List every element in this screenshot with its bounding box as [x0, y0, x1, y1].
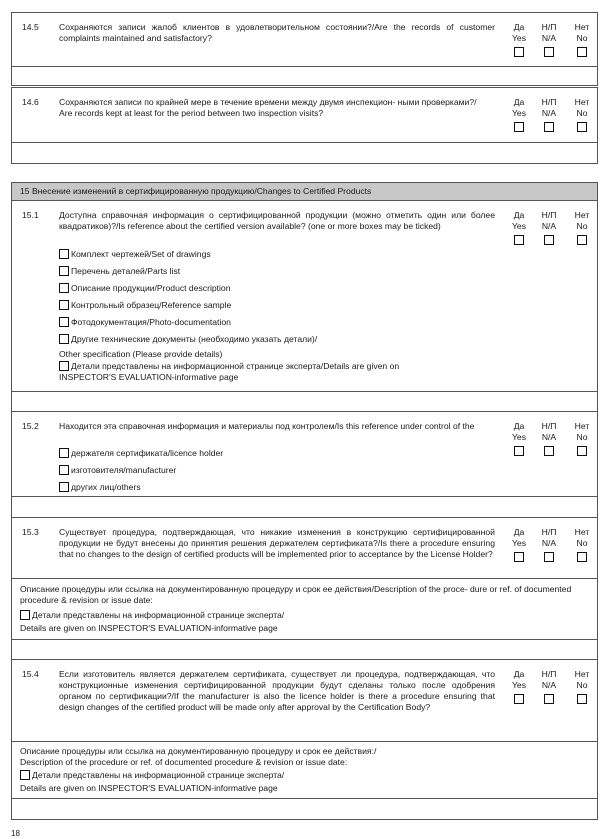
- option-checkbox[interactable]: [59, 465, 69, 475]
- option-licence-holder: [59, 448, 223, 459]
- option-checkbox[interactable]: [59, 283, 69, 293]
- details-label: Детали представлены на информационной странице эксперта/: [32, 770, 285, 780]
- answer-na: [534, 669, 564, 704]
- procedure-description-text: Описание процедуры или ссылка на документированную процедуру и срок ее действия/Description of the proce- dure or ref. of documented procedure & revision or issue date:: [20, 584, 572, 605]
- question-text: Существует процедура, подтверждающая, что никакие изменения в конструкцию сертифицированной продукции не будут внесены до принятия решения держателем сертификата?/Is there a procedure ensuring that no changes to the design of certified products will be implemented prior to acceptance by the License Holder?: [59, 527, 495, 559]
- answer-yes: [504, 210, 534, 245]
- answer-yes: [504, 22, 534, 57]
- option-parts-list: [59, 266, 180, 277]
- details-option: [20, 770, 590, 781]
- option-label: изготовителя/manufacturer: [71, 465, 177, 475]
- answer-na-label: Н/П N/A: [541, 527, 557, 548]
- option-checkbox[interactable]: [59, 361, 69, 371]
- answer-no: [567, 22, 597, 57]
- option-checkbox[interactable]: [59, 448, 69, 458]
- no-checkbox[interactable]: [577, 235, 587, 245]
- notes-row-14-6[interactable]: [11, 142, 598, 164]
- option-checkbox[interactable]: [20, 770, 30, 780]
- answer-na-label: Н/П N/A: [541, 97, 557, 118]
- yes-checkbox[interactable]: [514, 446, 524, 456]
- no-checkbox[interactable]: [577, 122, 587, 132]
- option-checkbox[interactable]: [59, 334, 69, 344]
- question-15-4: [11, 659, 598, 742]
- option-checkbox[interactable]: [59, 482, 69, 492]
- procedure-description-15-3: [11, 578, 598, 640]
- answer-yes-label: Да Yes: [511, 22, 527, 43]
- details-option: [59, 361, 499, 383]
- na-checkbox[interactable]: [544, 694, 554, 704]
- question-number: 15.2: [22, 421, 39, 431]
- answer-na-label: Н/П N/A: [541, 22, 557, 43]
- details-option: [20, 610, 590, 621]
- option-label: Контрольный образец/Reference sample: [71, 300, 232, 310]
- option-label: Описание продукции/Product description: [71, 283, 231, 293]
- na-checkbox[interactable]: [544, 122, 554, 132]
- question-number: 15.3: [22, 527, 39, 537]
- yes-checkbox[interactable]: [514, 694, 524, 704]
- option-checkbox[interactable]: [59, 249, 69, 259]
- option-label: Фотодокументация/Photo-documentation: [71, 317, 231, 327]
- na-checkbox[interactable]: [544, 552, 554, 562]
- question-14-6: [11, 87, 598, 143]
- question-number: 15.1: [22, 210, 39, 220]
- no-checkbox[interactable]: [577, 552, 587, 562]
- option-checkbox[interactable]: [59, 266, 69, 276]
- page-number: 18: [11, 829, 20, 838]
- answer-no: [567, 669, 597, 704]
- na-checkbox[interactable]: [544, 47, 554, 57]
- answer-na-label: Н/П N/A: [541, 421, 557, 442]
- answer-yes-label: Да Yes: [511, 421, 527, 442]
- notes-row-14-5[interactable]: [11, 66, 598, 86]
- na-checkbox[interactable]: [544, 446, 554, 456]
- details-text-en: Details are given on INSPECTOR'S EVALUATION-informative page: [20, 623, 278, 633]
- yes-checkbox[interactable]: [514, 552, 524, 562]
- notes-row-15-1[interactable]: [11, 391, 598, 412]
- answer-yes: [504, 97, 534, 132]
- option-label: других лиц/others: [71, 482, 141, 492]
- no-checkbox[interactable]: [577, 47, 587, 57]
- answer-no: [567, 421, 597, 456]
- question-number: 15.4: [22, 669, 39, 679]
- option-reference-sample: [59, 300, 231, 311]
- details-text-en: Details are given on INSPECTOR'S EVALUATION-informative page: [20, 783, 278, 793]
- no-checkbox[interactable]: [577, 446, 587, 456]
- answer-na: [534, 210, 564, 245]
- option-others: [59, 482, 141, 493]
- question-text: Сохраняются записи по крайней мере в течение времени между двумя инспекцион- ными проверками?/ Are records kept at least for the period between two inspection visits?: [59, 97, 477, 118]
- answer-yes-label: Да Yes: [511, 669, 527, 690]
- notes-row-15-2[interactable]: [11, 496, 598, 518]
- details-label: Детали представлены на информационной странице эксперта/Details are given on INSPECTOR'S EVALUATION-informative page: [59, 361, 400, 382]
- answer-no: [567, 210, 597, 245]
- answer-yes: [504, 421, 534, 456]
- question-15-3: [11, 517, 598, 579]
- yes-checkbox[interactable]: [514, 47, 524, 57]
- option-photo-documentation: [59, 317, 231, 328]
- answer-yes: [504, 527, 534, 562]
- procedure-description-text: Описание процедуры или ссылка на документированную процедуру и срок ее действия:/ Description of the procedure or ref. of documented procedure & revision or issue date:: [20, 746, 377, 767]
- section-15-header: 15 Внесение изменений в сертифицированную продукцию/Changes to Certified Products: [11, 182, 598, 201]
- notes-row-15-3[interactable]: [11, 639, 598, 660]
- option-checkbox[interactable]: [20, 610, 30, 620]
- details-label: Детали представлены на информационной странице эксперта/: [32, 610, 285, 620]
- option-drawings: [59, 249, 211, 260]
- answer-no-label: Нет No: [574, 22, 590, 43]
- question-text: Находится эта справочная информация и материалы под контролем/Is this reference under control of the: [59, 421, 475, 431]
- yes-checkbox[interactable]: [514, 235, 524, 245]
- answer-yes: [504, 669, 534, 704]
- answer-na: [534, 22, 564, 57]
- question-15-1: [11, 200, 598, 392]
- option-label: Другие технические документы (необходимо указать детали)/: [71, 334, 318, 344]
- answer-yes-label: Да Yes: [511, 210, 527, 231]
- na-checkbox[interactable]: [544, 235, 554, 245]
- answer-na: [534, 97, 564, 132]
- option-product-description: [59, 283, 231, 294]
- answer-no: [567, 97, 597, 132]
- question-number: 14.6: [22, 97, 39, 107]
- option-other-documents: [59, 334, 317, 345]
- option-label: Комплект чертежей/Set of drawings: [71, 249, 211, 259]
- other-specification-text: Other specification (Please provide details): [59, 349, 223, 359]
- option-checkbox[interactable]: [59, 317, 69, 327]
- question-15-2: [11, 411, 598, 497]
- answer-yes-label: Да Yes: [511, 527, 527, 548]
- option-label: Перечень деталей/Parts list: [71, 266, 181, 276]
- procedure-description-15-4: [11, 741, 598, 799]
- question-14-5: [11, 12, 598, 67]
- answer-na: [534, 527, 564, 562]
- answer-na-label: Н/П N/A: [541, 210, 557, 231]
- option-checkbox[interactable]: [59, 300, 69, 310]
- question-text: Доступна справочная информация о сертифицированной продукции (можно отметить один или более квадратиков)?/Is reference about the certified version available? (one or more boxes may be ticked): [59, 210, 495, 231]
- question-text: Если изготовитель является держателем сертификата, существует ли процедура, подтверждающая, что конструкционные изменения сертифицированной продукции будут сделаны только после одобрения органом по сертификации?/If the manufacturer is also the licence holder is there a procedure ensuring that design changes of the certified product will be made only after approval by the Certification Body?: [59, 669, 495, 712]
- answer-no-label: Нет No: [574, 97, 590, 118]
- answer-no-label: Нет No: [574, 210, 590, 231]
- notes-row-15-4[interactable]: [11, 798, 598, 820]
- option-label: держателя сертификата/licence holder: [71, 448, 224, 458]
- answer-no-label: Нет No: [574, 527, 590, 548]
- no-checkbox[interactable]: [577, 694, 587, 704]
- option-manufacturer: [59, 465, 176, 476]
- answer-no-label: Нет No: [574, 421, 590, 442]
- yes-checkbox[interactable]: [514, 122, 524, 132]
- answer-na-label: Н/П N/A: [541, 669, 557, 690]
- answer-no-label: Нет No: [574, 669, 590, 690]
- question-text: Сохраняются записи жалоб клиентов в удовлетворительном состоянии?/Are the records of customer complaints maintained and satisfactory?: [59, 22, 495, 43]
- answer-na: [534, 421, 564, 456]
- answer-no: [567, 527, 597, 562]
- answer-yes-label: Да Yes: [511, 97, 527, 118]
- question-number: 14.5: [22, 22, 39, 32]
